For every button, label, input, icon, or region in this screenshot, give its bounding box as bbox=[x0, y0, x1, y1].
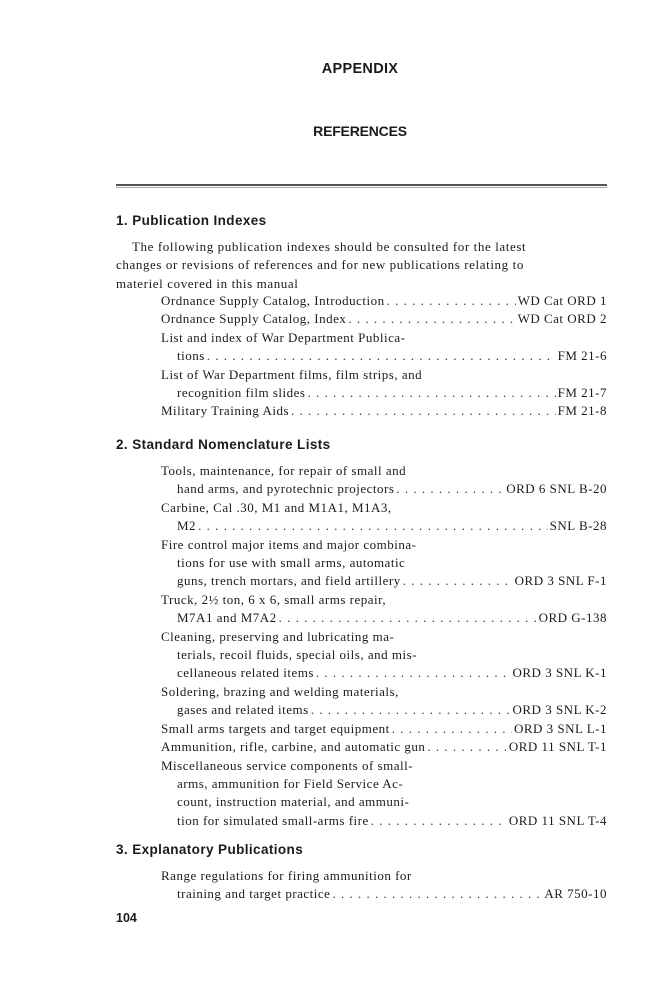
leader-dots bbox=[396, 480, 504, 498]
reference-entry bbox=[161, 499, 607, 536]
intro-line: changes or revisions of references and for new publications relating to bbox=[116, 257, 524, 273]
intro-line: The following publication indexes should be consulted for the latest bbox=[132, 239, 527, 254]
entry-number: FM 21-6 bbox=[557, 348, 607, 364]
reference-entry bbox=[161, 720, 607, 738]
entry-text: Cleaning, preserving and lubricating ma- bbox=[161, 628, 395, 644]
leader-dots bbox=[291, 402, 556, 420]
entry-text: training and target practice bbox=[177, 886, 331, 902]
leader-dots bbox=[279, 609, 537, 627]
entry-number: ORD 11 SNL T-4 bbox=[508, 812, 607, 828]
entry-number: FM 21-7 bbox=[557, 385, 607, 401]
reference-list bbox=[161, 462, 607, 830]
entry-text: guns, trench mortars, and field artillery bbox=[177, 573, 401, 589]
reference-entry bbox=[161, 867, 607, 904]
entry-text: List and index of War Department Publica- bbox=[161, 329, 406, 345]
entry-text: tion for simulated small-arms fire bbox=[177, 812, 369, 828]
entry-number: FM 21-8 bbox=[557, 403, 607, 419]
entry-text: Tools, maintenance, for repair of small and bbox=[161, 463, 407, 478]
entry-text: Carbine, Cal .30, M1 and M1A1, M1A3, bbox=[161, 499, 392, 515]
page-number: 104 bbox=[116, 911, 137, 925]
section-intro bbox=[116, 238, 607, 293]
reference-list bbox=[161, 292, 607, 421]
leader-dots bbox=[198, 517, 548, 535]
reference-entry bbox=[161, 738, 607, 756]
leader-dots bbox=[371, 812, 507, 830]
reference-entry bbox=[161, 628, 607, 683]
entry-text: Fire control major items and major combina- bbox=[161, 536, 417, 552]
intro-line: materiel covered in this manual bbox=[116, 275, 299, 291]
leader-dots bbox=[403, 572, 513, 590]
entry-number: WD Cat ORD 1 bbox=[517, 293, 607, 308]
reference-entry bbox=[161, 310, 607, 328]
entry-number: AR 750-10 bbox=[544, 886, 607, 902]
entry-text: M2 bbox=[177, 518, 197, 534]
reference-entry bbox=[161, 683, 607, 720]
reference-entry bbox=[161, 591, 607, 628]
section-heading: 1. Publication Indexes bbox=[116, 213, 267, 228]
entry-number: WD Cat ORD 2 bbox=[517, 311, 607, 327]
leader-dots bbox=[307, 384, 555, 402]
leader-dots bbox=[387, 292, 516, 310]
entry-text: arms, ammunition for Field Service Ac- bbox=[177, 775, 404, 791]
entry-number: ORD 6 SNL B-20 bbox=[506, 481, 607, 497]
entry-text: Soldering, brazing and welding materials, bbox=[161, 683, 399, 699]
entry-text: Ammunition, rifle, carbine, and automatic gun bbox=[161, 739, 426, 755]
leader-dots bbox=[207, 347, 556, 365]
reference-entry bbox=[161, 536, 607, 591]
entry-number: ORD G-138 bbox=[538, 610, 607, 626]
leader-dots bbox=[311, 701, 511, 719]
entry-number: ORD 3 SNL K-2 bbox=[512, 702, 607, 718]
entry-number: ORD 11 SNL T-1 bbox=[508, 739, 607, 755]
entry-text: Military Training Aids bbox=[161, 403, 290, 419]
leader-dots bbox=[316, 664, 511, 682]
leader-dots bbox=[332, 885, 542, 903]
entry-text: tions for use with small arms, automatic bbox=[177, 555, 406, 571]
entry-number: SNL B-28 bbox=[549, 518, 607, 534]
entry-text: count, instruction material, and ammuni- bbox=[177, 794, 410, 810]
entry-text: Small arms targets and target equipment bbox=[161, 720, 390, 736]
entry-text: gases and related items bbox=[177, 702, 309, 718]
entry-number: ORD 3 SNL F-1 bbox=[514, 573, 607, 589]
leader-dots bbox=[392, 720, 512, 738]
entry-text: Miscellaneous service components of small- bbox=[161, 757, 414, 773]
reference-entry bbox=[161, 462, 607, 499]
entry-text: Ordnance Supply Catalog, Index bbox=[161, 311, 347, 327]
entry-text: tions bbox=[177, 348, 205, 364]
entry-text: hand arms, and pyrotechnic projectors bbox=[177, 481, 395, 497]
reference-entry bbox=[161, 757, 607, 831]
entry-number: ORD 3 SNL K-1 bbox=[512, 665, 607, 681]
section-heading: 3. Explanatory Publications bbox=[116, 842, 304, 857]
entry-text: List of War Department films, film strips, and bbox=[161, 366, 423, 382]
reference-entry bbox=[161, 292, 607, 310]
entry-text: recognition film slides bbox=[177, 385, 306, 401]
entry-number: ORD 3 SNL L-1 bbox=[513, 720, 607, 736]
reference-entry bbox=[161, 366, 607, 403]
entry-text: Range regulations for firing ammunition for bbox=[161, 868, 412, 883]
page-subtitle: REFERENCES bbox=[313, 123, 407, 139]
section-heading: 2. Standard Nomenclature Lists bbox=[116, 437, 331, 452]
reference-list bbox=[161, 867, 607, 904]
reference-entry bbox=[161, 329, 607, 366]
entry-text: cellaneous related items bbox=[177, 665, 314, 681]
leader-dots bbox=[348, 310, 515, 328]
entry-text: Truck, 2½ ton, 6 x 6, small arms repair, bbox=[161, 591, 387, 607]
entry-text: M7A1 and M7A2 bbox=[177, 610, 277, 626]
leader-dots bbox=[427, 738, 506, 756]
page-title: APPENDIX bbox=[321, 61, 399, 77]
header-rule-shadow bbox=[116, 187, 607, 188]
reference-entry bbox=[161, 402, 607, 420]
entry-text: terials, recoil fluids, special oils, and mis- bbox=[177, 647, 417, 663]
header-rule bbox=[116, 184, 607, 186]
entry-text: Ordnance Supply Catalog, Introduction bbox=[161, 293, 385, 308]
